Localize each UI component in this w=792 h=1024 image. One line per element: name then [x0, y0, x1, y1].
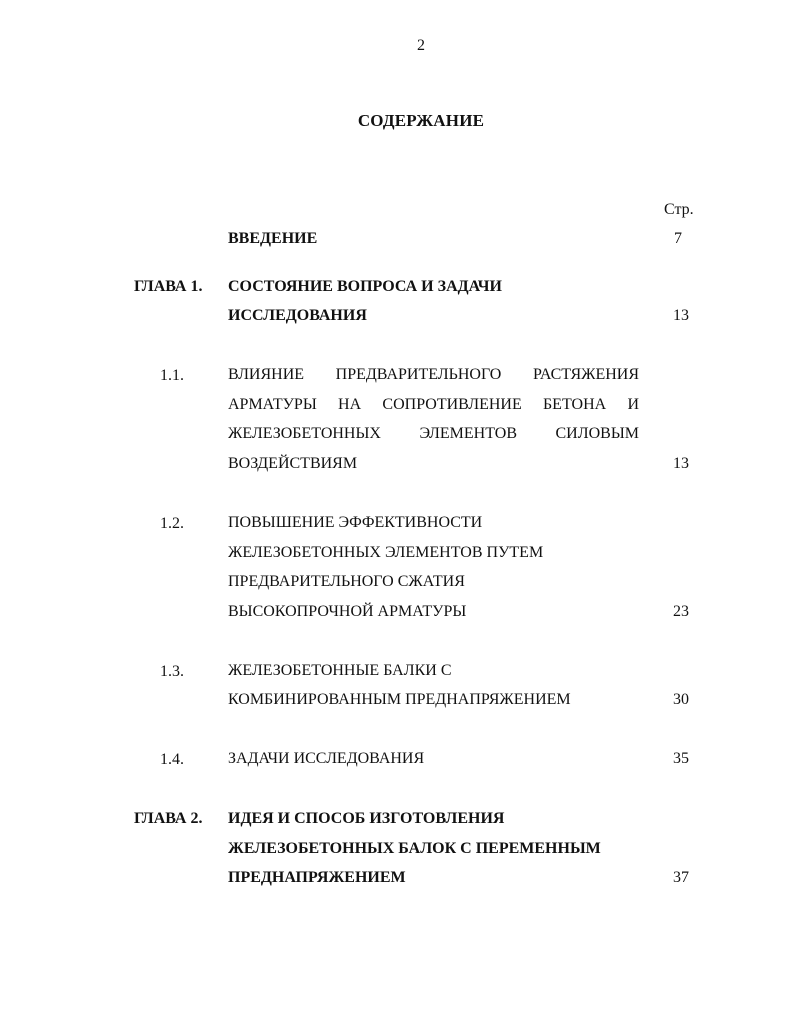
toc-entry-page: 13: [673, 455, 689, 472]
toc-entry-page: 7: [674, 230, 682, 247]
toc-entry-title-line: ИДЕЯ И СПОСОБ ИЗГОТОВЛЕНИЯ: [228, 810, 505, 827]
toc-entry-title-line: ВВЕДЕНИЕ: [228, 230, 318, 247]
toc-entry-title-line: АРМАТУРЫ НА СОПРОТИВЛЕНИЕ БЕТОНА И: [228, 396, 639, 413]
toc-entry-page: 37: [673, 869, 689, 886]
toc-entry-label: 1.4.: [160, 751, 184, 768]
toc-entry-title-line: ЖЕЛЕЗОБЕТОННЫХ ЭЛЕМЕНТОВ ПУТЕМ: [228, 544, 544, 561]
toc-entry-page: 23: [673, 603, 689, 620]
toc-entry-title-line: ЖЕЛЕЗОБЕТОННЫХ БАЛОК С ПЕРЕМЕННЫМ: [228, 840, 601, 857]
toc-entry-title-line: ВОЗДЕЙСТВИЯМ: [228, 455, 358, 472]
toc-entry-title-line: ПОВЫШЕНИЕ ЭФФЕКТИВНОСТИ: [228, 514, 483, 531]
toc-entry-label: 1.3.: [160, 663, 184, 680]
toc-entry-title-line: ПРЕДНАПРЯЖЕНИЕМ: [228, 869, 406, 886]
page-title: СОДЕРЖАНИЕ: [357, 111, 485, 130]
toc-entry-title-line: ЗАДАЧИ ИССЛЕДОВАНИЯ: [228, 750, 425, 767]
toc-entry-page: 35: [673, 750, 689, 767]
toc-entry-label: 1.1.: [160, 367, 184, 384]
toc-entry-page: 13: [673, 307, 689, 324]
toc-entry-title-line: ВЛИЯНИЕ ПРЕДВАРИТЕЛЬНОГО РАСТЯЖЕНИЯ: [228, 366, 639, 383]
toc-entry-title-line: ПРЕДВАРИТЕЛЬНОГО СЖАТИЯ: [228, 573, 465, 590]
toc-entry-title-line: ЖЕЛЕЗОБЕТОННЫХ ЭЛЕМЕНТОВ СИЛОВЫМ: [228, 425, 639, 442]
page-column-header: Стр.: [664, 201, 694, 218]
toc-entry-title-line: ВЫСОКОПРОЧНОЙ АРМАТУРЫ: [228, 603, 467, 620]
toc-entry-label: ГЛАВА 2.: [134, 810, 203, 827]
toc-entry-label: ГЛАВА 1.: [134, 278, 203, 295]
page-number: 2: [417, 37, 425, 54]
toc-entry-title-line: ИССЛЕДОВАНИЯ: [228, 307, 367, 324]
toc-entry-title-line: КОМБИНИРОВАННЫМ ПРЕДНАПРЯЖЕНИЕМ: [228, 691, 571, 708]
toc-entry-page: 30: [673, 691, 689, 708]
toc-entry-title-line: ЖЕЛЕЗОБЕТОННЫЕ БАЛКИ С: [228, 662, 452, 679]
toc-entry-title-line: СОСТОЯНИЕ ВОПРОСА И ЗАДАЧИ: [228, 278, 502, 295]
toc-entry-label: 1.2.: [160, 515, 184, 532]
